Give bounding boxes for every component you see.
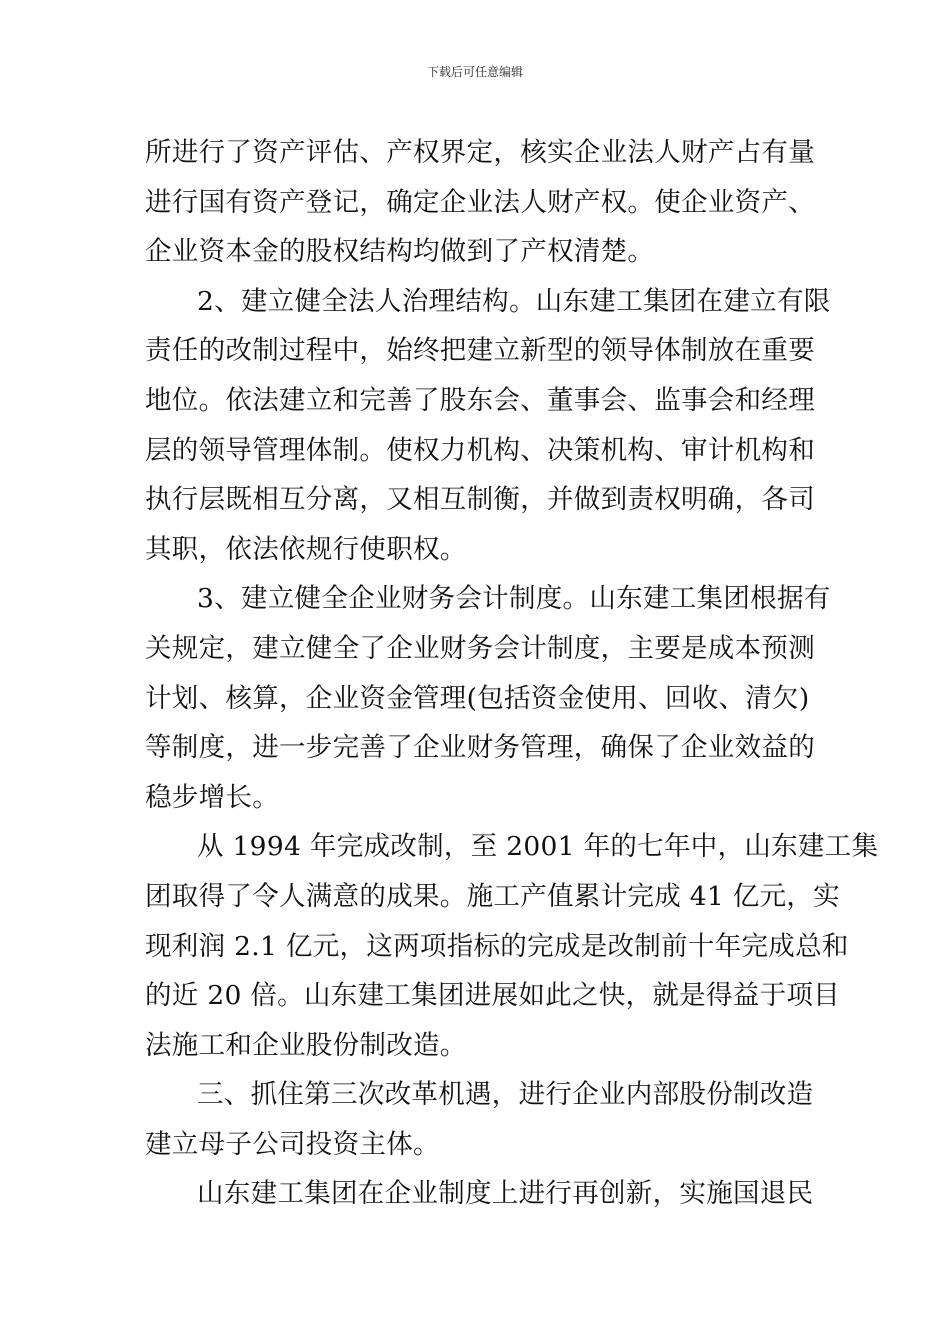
text-line: 层的领导管理体制。使权力机构、决策机构、审计机构和	[145, 434, 815, 466]
text-line: 关规定，建立健全了企业财务会计制度，主要是成本预测	[145, 632, 815, 664]
document-body	[145, 128, 879, 1219]
text-line: 建立母子公司投资主体。	[145, 1128, 440, 1160]
text-line: 执行层既相互分离，又相互制衡，并做到责权明确，各司	[145, 484, 815, 516]
text-line: 三、抓住第三次改革机遇，进行企业内部股份制改造	[197, 1079, 814, 1111]
text-line: 团取得了令人满意的成果。施工产值累计完成 41 亿元，实	[145, 880, 840, 912]
text-line: 山东建工集团在企业制度上进行再创新，实施国退民	[197, 1178, 814, 1210]
paragraph-6	[145, 1169, 814, 1219]
paragraph-5	[145, 1070, 814, 1169]
paragraph-2	[145, 277, 831, 575]
text-line: 3、建立健全企业财务会计制度。山东建工集团根据有	[197, 583, 831, 615]
page-header: 下载后可任意编辑	[426, 65, 523, 79]
text-line: 进行国有资产登记，确定企业法人财产权。使企业资产、	[145, 186, 815, 218]
text-line: 稳步增长。	[145, 781, 279, 813]
paragraph-1	[145, 128, 815, 277]
text-line: 地位。依法建立和完善了股东会、董事会、监事会和经理	[145, 384, 815, 416]
text-line: 的近 20 倍。山东建工集团进展如此之快，就是得益于项目	[145, 980, 840, 1012]
text-line: 责任的改制过程中，始终把建立新型的领导体制放在重要	[145, 335, 815, 367]
text-line: 所进行了资产评估、产权界定，核实企业法人财产占有量	[145, 137, 815, 168]
text-line: 法施工和企业股份制改造。	[145, 1029, 467, 1061]
text-line: 现利润 2.1 亿元，这两项指标的完成是改制前十年完成总和	[145, 930, 849, 962]
text-line: 等制度，进一步完善了企业财务管理，确保了企业效益的	[145, 732, 815, 764]
text-line: 企业资本金的股权结构均做到了产权清楚。	[145, 236, 655, 268]
text-line: 计划、核算，企业资金管理(包括资金使用、回收、清欠)	[145, 682, 810, 714]
text-line: 从 1994 年完成改制，至 2001 年的七年中，山东建工集	[197, 831, 879, 863]
text-line: 其职，依法依规行使职权。	[145, 533, 467, 565]
paragraph-3	[145, 574, 831, 822]
paragraph-4	[145, 822, 879, 1070]
text-line: 2、建立健全法人治理结构。山东建工集团在建立有限	[197, 285, 831, 317]
